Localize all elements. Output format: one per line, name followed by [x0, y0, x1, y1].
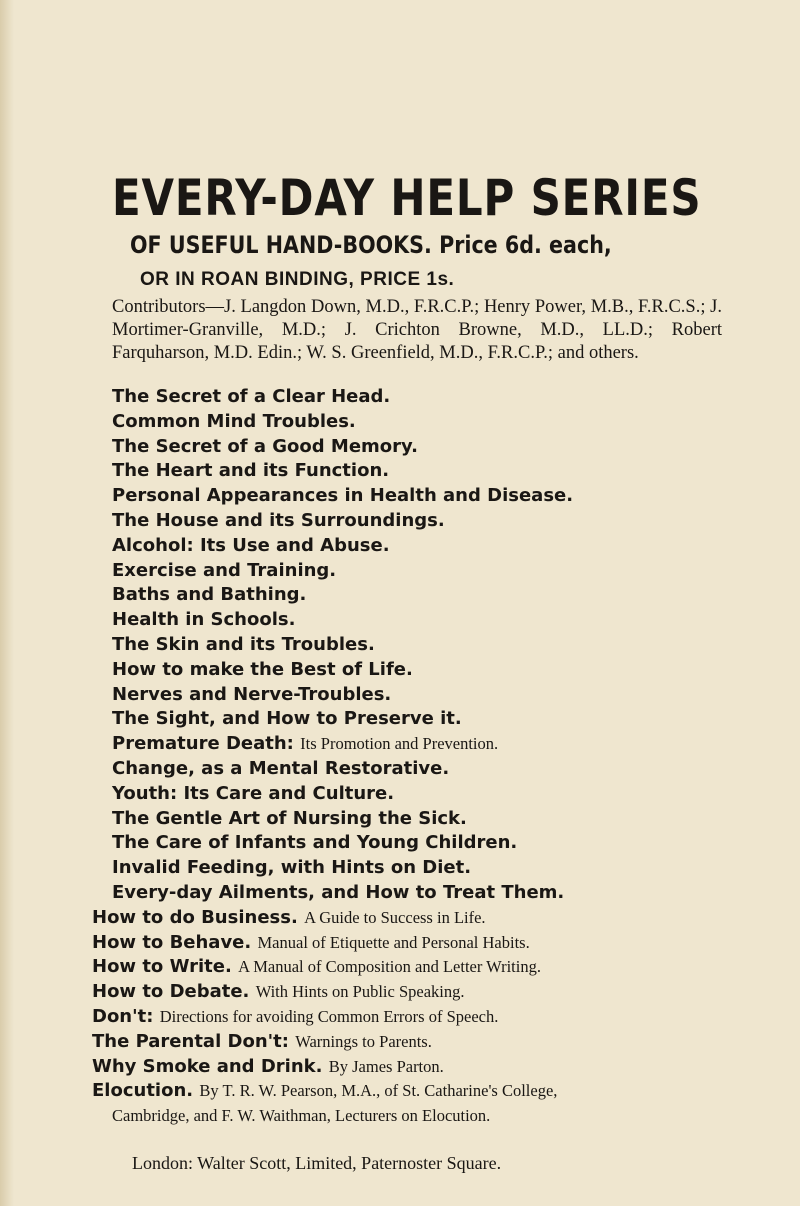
- book-description: Manual of Etiquette and Personal Habits.: [257, 932, 530, 952]
- book-title: [92, 931, 712, 956]
- book-title: [112, 559, 712, 584]
- contributors-list: Contributors—J. Langdon Down, M.D., F.R.C.P.; Henry Power, M.B., F.R.C.S.; J. Mortimer-Granville, M.D.; J. Crichton Browne, M.D., LL.D.; Robert Farquharson, M.D. Edin.; W. S. Greenfield, M.D., F.R.C.P.; and others.: [112, 297, 722, 363]
- book-title-text: The Sight, and How to Preserve it.: [112, 708, 462, 730]
- book-title: [112, 583, 712, 608]
- book-title-text: Nerves and Nerve-Troubles.: [112, 683, 392, 705]
- book-title: [112, 831, 712, 856]
- book-title: [112, 807, 712, 832]
- book-title-text: Don't:: [92, 1005, 154, 1027]
- book-description: By T. R. W. Pearson, M.A., of St. Catharine's College,: [199, 1081, 558, 1101]
- book-title: [112, 782, 712, 807]
- series-title: EVERY-DAY HELP SERIES: [112, 169, 702, 227]
- book-description: With Hints on Public Speaking.: [255, 982, 465, 1002]
- book-title-text: Why Smoke and Drink.: [92, 1055, 323, 1077]
- book-description: Warnings to Parents.: [295, 1031, 432, 1051]
- book-title-text: The Parental Don't:: [92, 1030, 289, 1052]
- book-title-text: Elocution.: [92, 1080, 194, 1102]
- book-title: [92, 980, 712, 1005]
- book-title: [112, 534, 712, 559]
- book-title: [112, 881, 712, 906]
- book-title-text: How to Debate.: [92, 981, 250, 1003]
- book-title-text: Baths and Bathing.: [112, 584, 307, 606]
- advertisement-page: [92, 168, 722, 1174]
- book-title: [112, 658, 712, 683]
- book-title: [92, 1005, 712, 1030]
- book-description: Its Promotion and Prevention.: [300, 734, 499, 754]
- book-title: [92, 906, 712, 931]
- book-title: [112, 856, 712, 881]
- publisher-imprint: London: Walter Scott, Limited, Paternoster Square.: [132, 1152, 502, 1173]
- book-title-text: Health in Schools.: [112, 609, 296, 631]
- book-title-text: The House and its Surroundings.: [112, 509, 445, 531]
- book-title: [112, 608, 712, 633]
- book-title: [112, 509, 712, 534]
- book-title-text: Exercise and Training.: [112, 559, 337, 581]
- book-title-text: How to Write.: [92, 956, 232, 978]
- book-title-text: How to make the Best of Life.: [112, 658, 413, 680]
- book-title: [92, 1030, 712, 1055]
- book-title: [112, 459, 712, 484]
- book-description: A Manual of Composition and Letter Writing.: [238, 957, 541, 977]
- book-description: Directions for avoiding Common Errors of Speech.: [159, 1006, 499, 1026]
- book-title: [112, 732, 712, 757]
- book-title-text: Common Mind Troubles.: [112, 410, 356, 432]
- book-title-text: Invalid Feeding, with Hints on Diet.: [112, 857, 472, 879]
- book-title-text: The Secret of a Clear Head.: [112, 386, 391, 407]
- book-title-text: Youth: Its Care and Culture.: [112, 782, 395, 804]
- page-edge: [0, 0, 14, 1206]
- book-title-text: Change, as a Mental Restorative.: [112, 757, 450, 779]
- book-title-text: How to do Business.: [92, 906, 298, 928]
- book-titles-list: [92, 385, 712, 1129]
- series-subtitle: OF USEFUL HAND-BOOKS. Price 6d. each,: [130, 231, 612, 259]
- book-title: [112, 757, 712, 782]
- book-title: [112, 683, 712, 708]
- book-title: [112, 385, 712, 410]
- book-title-text: Premature Death:: [112, 733, 294, 755]
- book-title-text: Personal Appearances in Health and Disease.: [112, 485, 574, 507]
- book-title: [112, 410, 712, 435]
- book-title: [112, 633, 712, 658]
- book-title-text: How to Behave.: [92, 931, 252, 953]
- book-title-text: Alcohol: Its Use and Abuse.: [112, 534, 390, 556]
- book-title: [92, 955, 712, 980]
- binding-price: OR IN ROAN BINDING, PRICE 1s.: [140, 269, 455, 290]
- book-description: By James Parton.: [328, 1056, 444, 1076]
- book-description-continued: Cambridge, and F. W. Waithman, Lecturers on Elocution.: [112, 1106, 491, 1126]
- book-title: [112, 707, 712, 732]
- book-title-text: Every-day Ailments, and How to Treat Them.: [112, 881, 565, 903]
- book-title: [112, 484, 712, 509]
- book-description: A Guide to Success in Life.: [304, 907, 486, 927]
- book-title-text: The Secret of a Good Memory.: [112, 435, 418, 457]
- book-title-text: The Heart and its Function.: [112, 460, 390, 482]
- book-title-text: The Gentle Art of Nursing the Sick.: [112, 807, 467, 829]
- book-title-text: The Skin and its Troubles.: [112, 633, 375, 655]
- book-title: [92, 1079, 712, 1129]
- book-title: [112, 435, 712, 460]
- book-title-text: The Care of Infants and Young Children.: [112, 832, 518, 854]
- book-title: [92, 1055, 712, 1080]
